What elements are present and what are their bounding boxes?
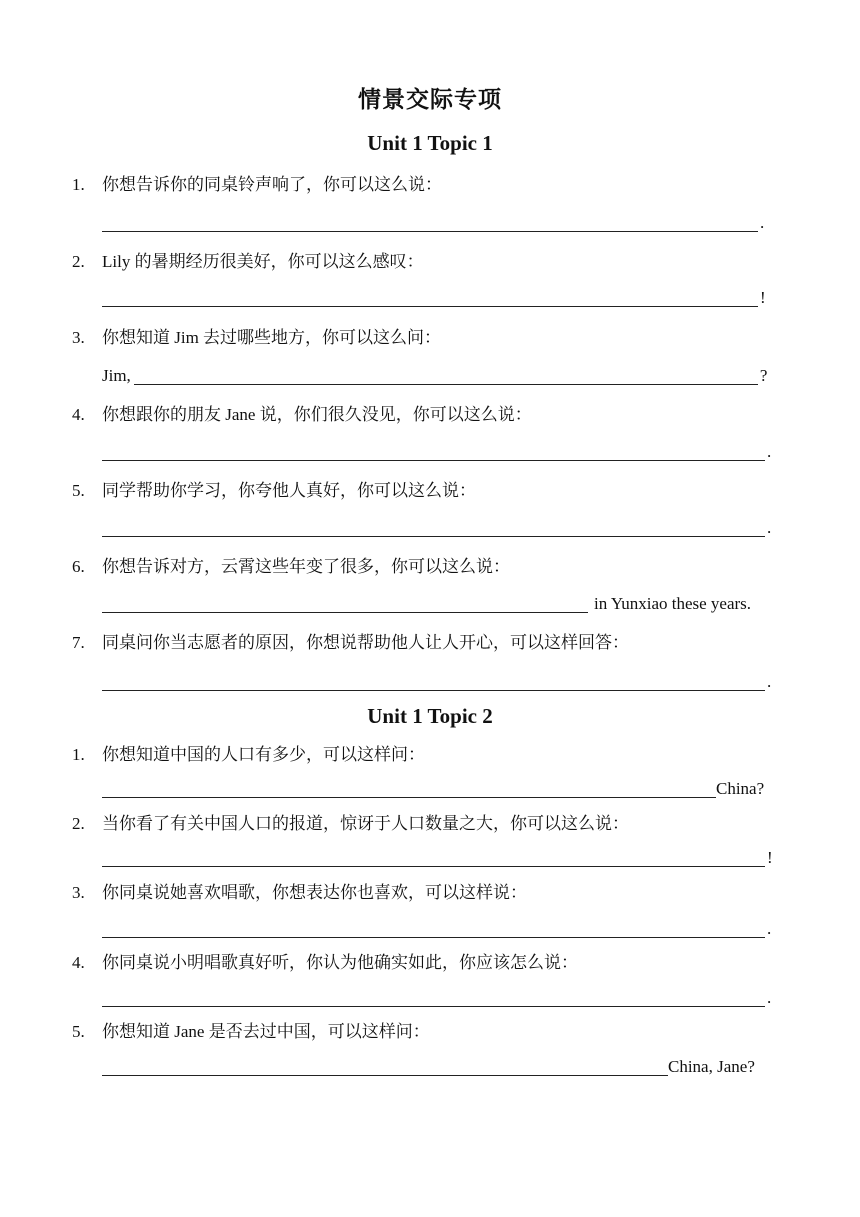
answer-suffix: ! — [760, 288, 766, 307]
question — [72, 251, 792, 273]
question-number: 2. — [72, 252, 85, 271]
answer-blank[interactable] — [102, 672, 765, 691]
answer-row — [102, 287, 766, 309]
section-title-unit1-topic2: Unit 1 Topic 2 — [367, 704, 493, 728]
question-number: 1. — [72, 745, 85, 764]
question — [72, 813, 792, 835]
answer-row — [102, 1056, 755, 1078]
answer-blank[interactable] — [102, 779, 716, 798]
answer-row — [102, 365, 767, 387]
question — [72, 882, 792, 904]
answer-row — [102, 212, 764, 234]
question-prompt: Lily 的暑期经历很美好，你可以这么感叹： — [102, 252, 424, 271]
answer-row — [102, 517, 771, 539]
answer-blank[interactable] — [102, 848, 765, 867]
answer-row — [102, 987, 771, 1009]
answer-suffix: . — [767, 672, 772, 691]
answer-row — [102, 847, 773, 869]
question-prompt: 你同桌说她喜欢唱歌，你想表达你也喜欢，可以这样说： — [102, 883, 527, 902]
question-number: 5. — [72, 481, 85, 500]
answer-blank[interactable] — [102, 594, 588, 613]
answer-suffix: China? — [716, 779, 765, 798]
question — [72, 174, 792, 196]
question — [72, 744, 792, 766]
question-number: 3. — [72, 883, 85, 902]
answer-suffix: . — [767, 518, 772, 537]
question-number: 1. — [72, 175, 85, 194]
question — [72, 327, 792, 349]
answer-row — [102, 778, 764, 800]
answer-blank[interactable] — [102, 1057, 668, 1076]
question-prompt: 同桌问你当志愿者的原因，你想说帮助他人让人开心，可以这样回答： — [102, 633, 629, 652]
question-number: 5. — [72, 1022, 85, 1041]
question-prompt: 当你看了有关中国人口的报道，惊讶于人口数量之大，你可以这么说： — [102, 814, 629, 833]
question-number: 3. — [72, 328, 85, 347]
question — [72, 480, 792, 502]
question-prompt: 你想知道中国的人口有多少，可以这样问： — [102, 745, 425, 764]
answer-blank[interactable] — [102, 988, 765, 1007]
answer-blank[interactable] — [102, 442, 765, 461]
question-number: 2. — [72, 814, 85, 833]
answer-blank[interactable] — [102, 288, 758, 307]
question — [72, 404, 792, 426]
question-prompt: 你想跟你的朋友 Jane 说，你们很久没见，你可以这么说： — [102, 405, 532, 424]
question-prompt: 你想知道 Jim 去过哪些地方，你可以这么问： — [102, 328, 442, 347]
question-prompt: 你想知道 Jane 是否去过中国，可以这样问： — [102, 1022, 430, 1041]
answer-row — [102, 918, 771, 940]
answer-suffix: ? — [759, 366, 768, 385]
question-number: 4. — [72, 953, 85, 972]
question — [72, 952, 792, 974]
answer-blank[interactable] — [102, 919, 765, 938]
page-title: 情景交际专项 — [358, 86, 502, 113]
answer-row — [102, 441, 771, 463]
question-number: 6. — [72, 557, 85, 576]
answer-row — [102, 671, 771, 693]
answer-blank[interactable] — [134, 366, 758, 385]
answer-prefix: Jim, — [102, 366, 131, 385]
question-prompt: 你同桌说小明唱歌真好听，你认为他确实如此，你应该怎么说： — [102, 953, 578, 972]
question — [72, 1021, 792, 1043]
answer-blank[interactable] — [102, 518, 765, 537]
question-prompt: 同学帮助你学习，你夸他人真好，你可以这么说： — [102, 481, 476, 500]
answer-suffix: China, Jane? — [668, 1057, 755, 1076]
section-title-unit1-topic1: Unit 1 Topic 1 — [367, 131, 493, 155]
answer-suffix: . — [767, 442, 772, 461]
question-number: 4. — [72, 405, 85, 424]
answer-blank[interactable] — [102, 213, 758, 232]
answer-suffix: ! — [767, 848, 773, 867]
answer-suffix: . — [767, 988, 772, 1007]
answer-row — [102, 593, 751, 615]
question-prompt: 你想告诉你的同桌铃声响了，你可以这么说： — [102, 175, 442, 194]
answer-suffix: . — [767, 919, 772, 938]
answer-suffix: . — [760, 213, 765, 232]
question — [72, 556, 792, 578]
answer-suffix: in Yunxiao these years. — [594, 594, 752, 613]
question — [72, 632, 792, 654]
question-number: 7. — [72, 633, 85, 652]
question-prompt: 你想告诉对方，云霄这些年变了很多，你可以这么说： — [102, 557, 510, 576]
